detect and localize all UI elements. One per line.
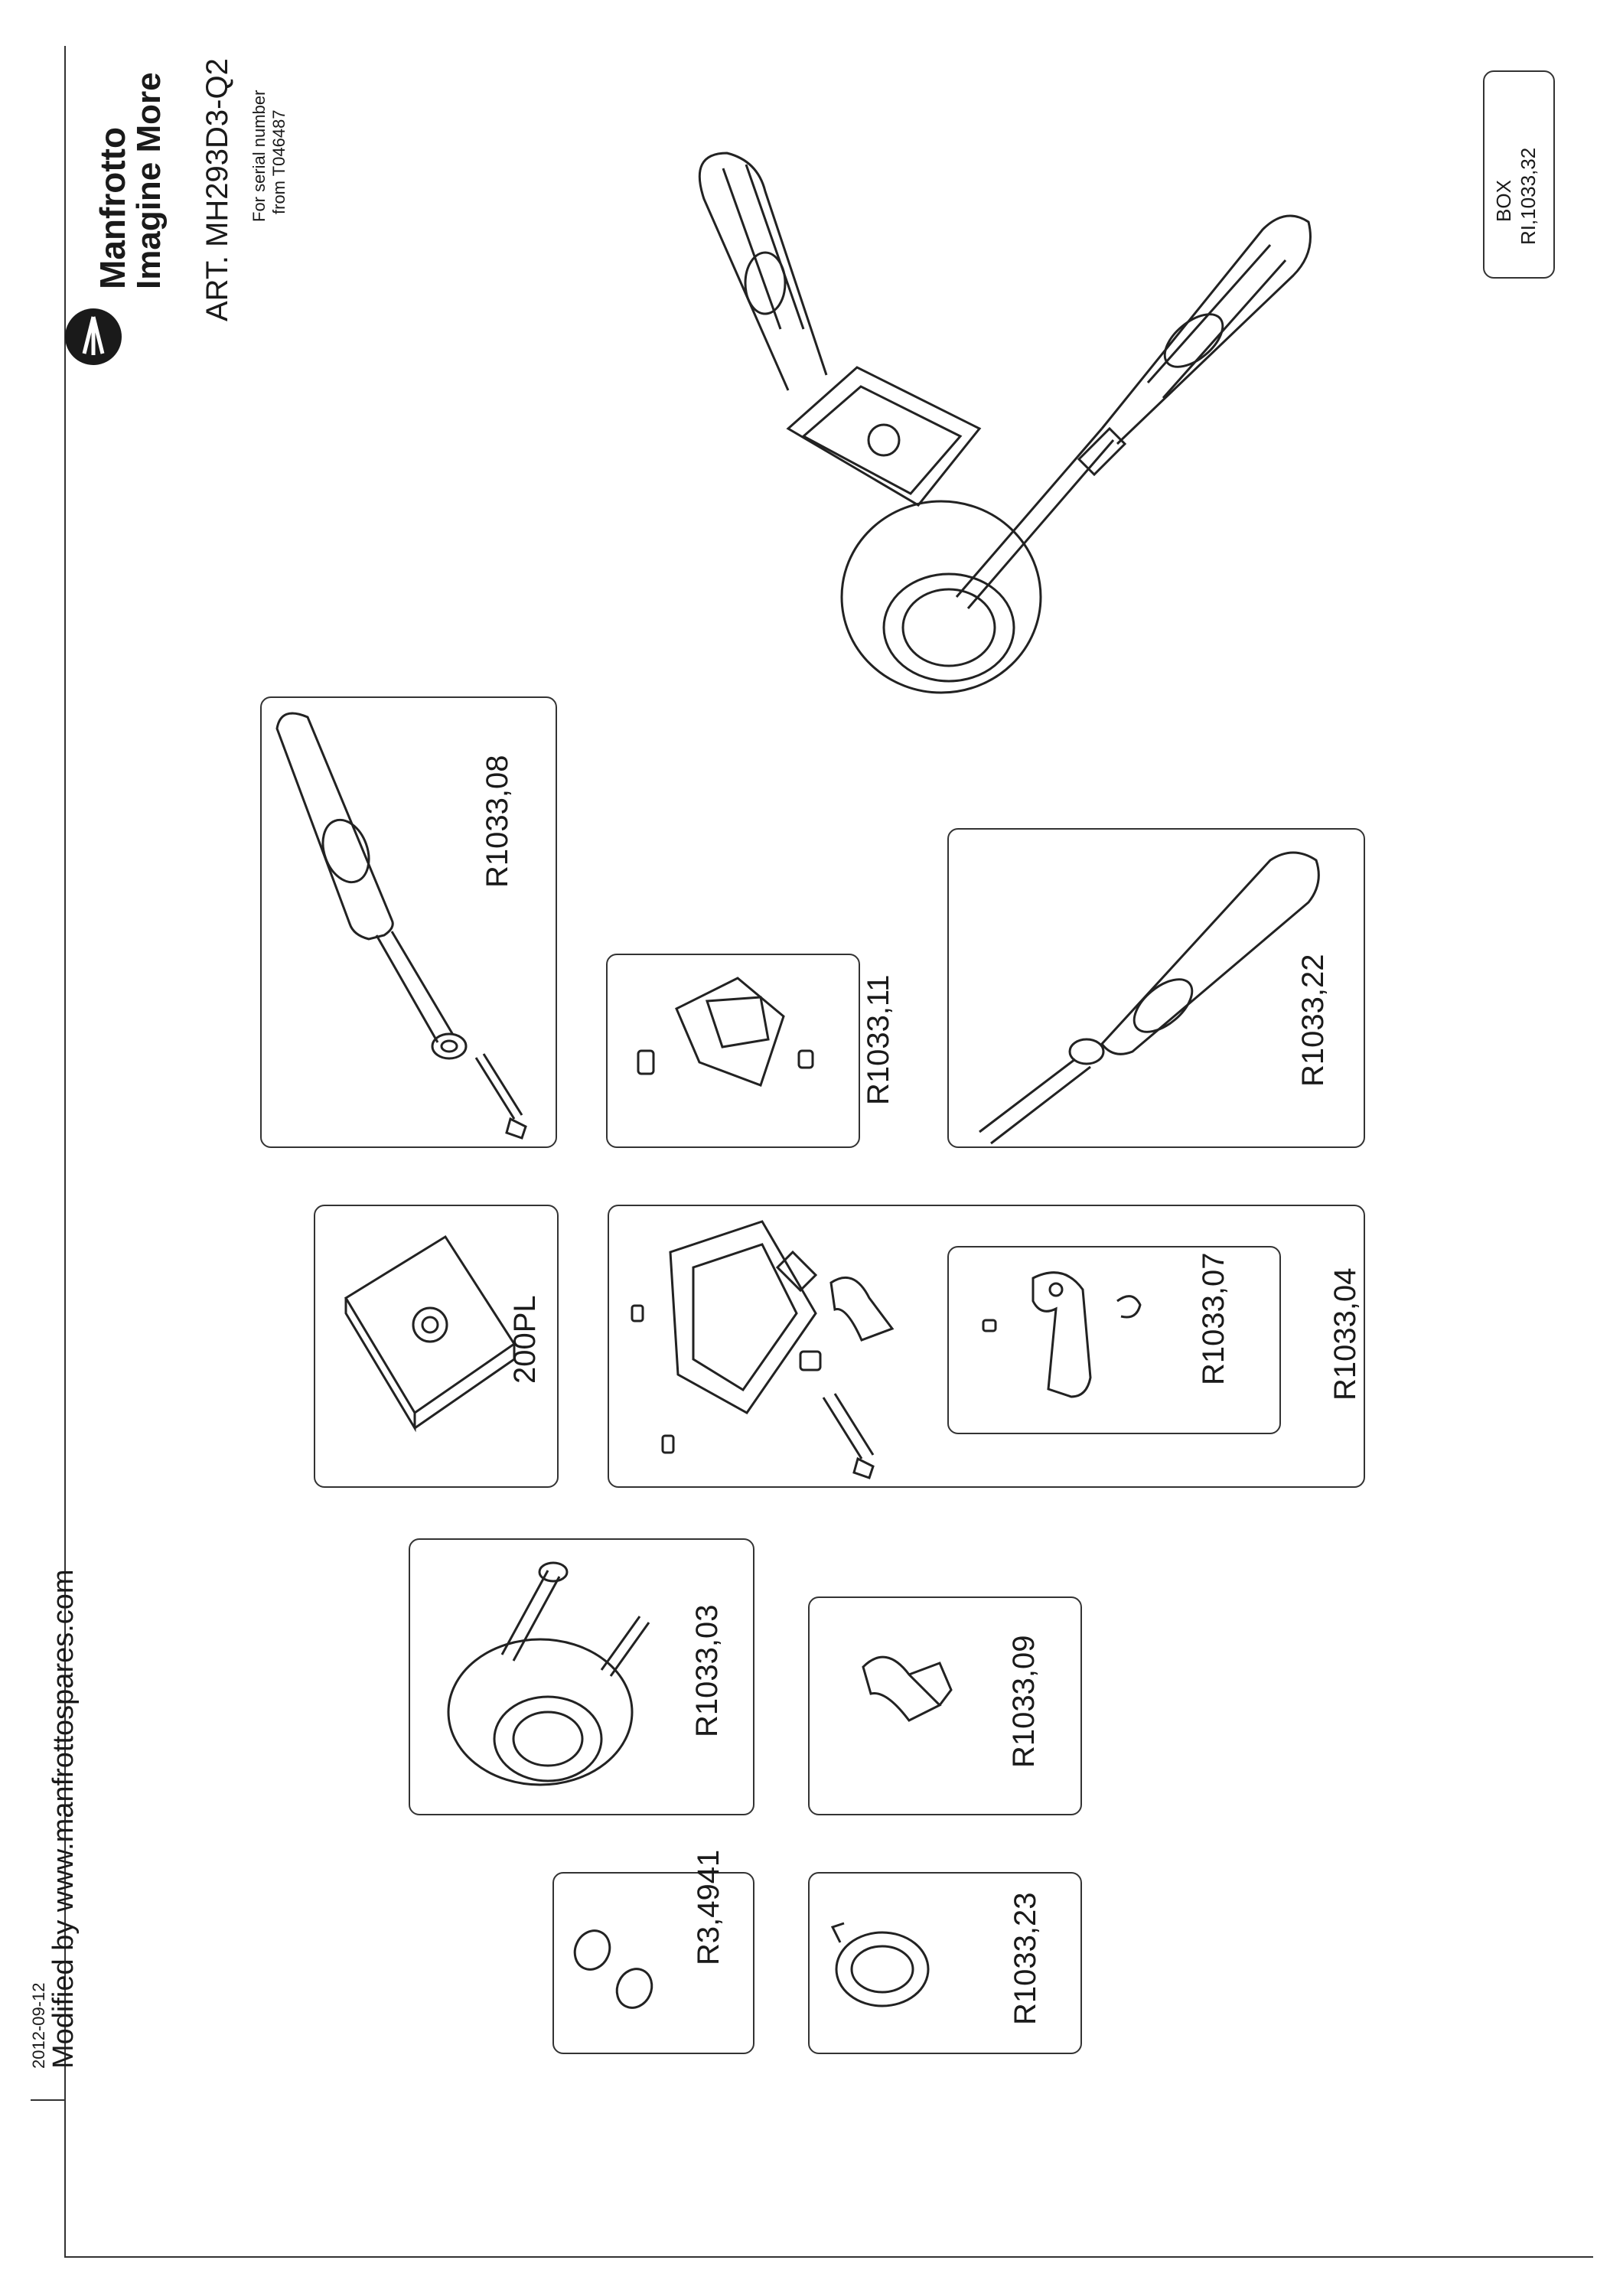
part-box-r1033-11 [606, 954, 860, 1148]
box-label: BOX [1492, 180, 1515, 222]
brand-name: Manfrotto [93, 126, 132, 289]
date-separator [31, 2099, 64, 2101]
document-date: 2012-09-12 [29, 1982, 48, 2069]
part-number-r1033-07: R1033,07 [1197, 1252, 1230, 1385]
part-number-r1033-09: R1033,09 [1007, 1635, 1041, 1768]
box-part-code: RI,1033,32 [1517, 147, 1540, 245]
part-number-200pl: 200PL [508, 1295, 542, 1384]
part-number-r1033-11: R1033,11 [862, 974, 895, 1105]
part-number-r1033-03: R1033,03 [690, 1604, 724, 1737]
tripod-head-assembly-drawing [658, 138, 1316, 712]
article-code: ART. MH293D3-Q2 [200, 58, 234, 321]
part-number-r1033-04: R1033,04 [1328, 1267, 1362, 1401]
part-number-r1033-22: R1033,22 [1296, 954, 1330, 1087]
part-number-r1033-23: R1033,23 [1009, 1892, 1042, 2025]
page-frame-bottom [64, 2256, 1593, 2258]
brand-tagline: Imagine More [130, 72, 168, 289]
part-number-r3-4941: R3,4941 [692, 1849, 725, 1965]
manfrotto-logo-icon [63, 306, 124, 367]
modified-by-text: Modified by www.manfrottospares.com [47, 1569, 80, 2069]
serial-line-2: from T046487 [269, 109, 288, 214]
serial-line-1: For serial number [249, 90, 269, 222]
part-number-r1033-08: R1033,08 [481, 755, 514, 888]
lever-clamp-drawing [608, 955, 859, 1146]
